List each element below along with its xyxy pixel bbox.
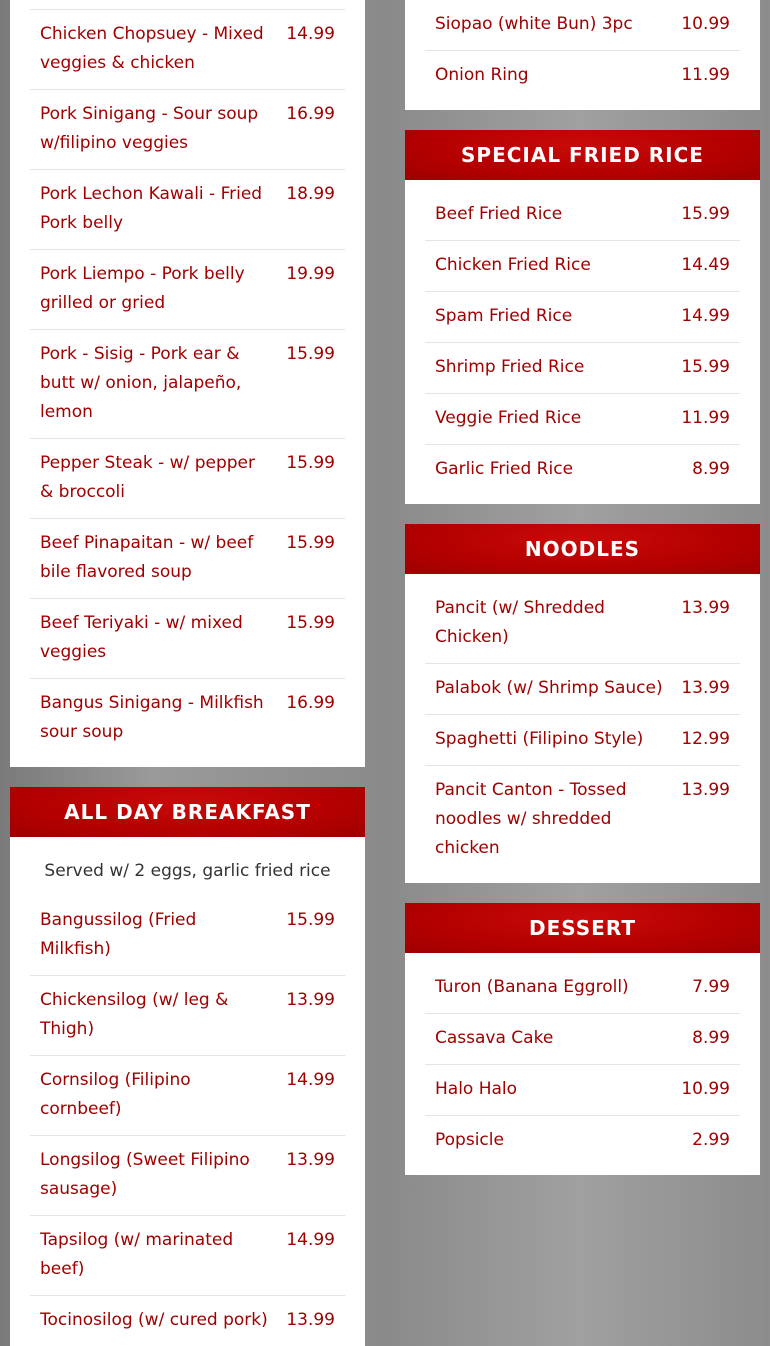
menu-item xyxy=(425,292,740,343)
item-name: Beef Pinapaitan - w/ beef bile flavored soup xyxy=(40,533,254,582)
menu-item xyxy=(30,1136,345,1216)
menu-item xyxy=(425,1116,740,1175)
item-price: 12.99 xyxy=(681,729,730,749)
menu-item xyxy=(425,584,740,664)
item-name: Pork Lechon Kawali - Fried Pork belly xyxy=(40,184,263,233)
item-name: Pancit (w/ Shredded Chicken) xyxy=(435,598,605,647)
appetizers-card xyxy=(405,0,760,110)
item-name: Spaghetti (Filipino Style) xyxy=(435,729,644,749)
item-price: 14.99 xyxy=(286,24,335,44)
item-name: Chicken Fried Rice xyxy=(435,255,591,275)
item-name: Cassava Cake xyxy=(435,1028,554,1048)
item-name: Pork - Sisig - Pork ear & butt w/ onion, jalapeño, lemon xyxy=(40,344,242,422)
left-menu-column xyxy=(10,0,365,1346)
item-name: Tocinosilog (w/ cured pork) xyxy=(40,1310,268,1330)
right-menu-column xyxy=(405,0,760,1175)
item-name: Tapsilog (w/ marinated beef) xyxy=(40,1230,234,1279)
menu-item xyxy=(30,599,345,679)
item-price: 11.99 xyxy=(681,65,730,85)
noodles-section-header: NOODLES xyxy=(405,524,760,574)
menu-item xyxy=(425,766,740,883)
item-price: 14.99 xyxy=(286,1230,335,1250)
item-price: 11.99 xyxy=(681,408,730,428)
dessert-section-header: DESSERT xyxy=(405,903,760,953)
item-price: 18.99 xyxy=(286,184,335,204)
noodles-card xyxy=(405,574,760,883)
item-name: Siopao (white Bun) 3pc xyxy=(435,14,633,34)
item-price: 15.99 xyxy=(681,357,730,377)
item-price: 13.99 xyxy=(286,990,335,1010)
menu-item xyxy=(30,439,345,519)
item-name: Popsicle xyxy=(435,1130,504,1150)
item-name: Beef Fried Rice xyxy=(435,204,563,224)
menu-item xyxy=(425,1014,740,1065)
item-name: Pork Sinigang - Sour soup w/filipino veggies xyxy=(40,104,259,153)
item-name: Pancit Canton - Tossed noodles w/ shredded chicken xyxy=(435,780,627,858)
fried-rice-card xyxy=(405,180,760,504)
breakfast-card xyxy=(10,837,365,1346)
menu-item xyxy=(30,1216,345,1296)
menu-item xyxy=(30,1056,345,1136)
item-price: 13.99 xyxy=(681,678,730,698)
breakfast-section-header: ALL DAY BREAKFAST xyxy=(10,787,365,837)
item-name: Shrimp Fried Rice xyxy=(435,357,585,377)
item-price: 10.99 xyxy=(681,14,730,34)
menu-item xyxy=(30,976,345,1056)
menu-item xyxy=(425,1065,740,1116)
entrees-card xyxy=(10,0,365,767)
menu-item xyxy=(425,445,740,504)
item-name: Chickensilog (w/ leg & Thigh) xyxy=(40,990,229,1039)
item-name: Onion Ring xyxy=(435,65,529,85)
menu-item xyxy=(30,170,345,250)
item-price: 13.99 xyxy=(681,598,730,618)
item-price: 8.99 xyxy=(692,459,730,479)
item-name: Pepper Steak - w/ pepper & broccoli xyxy=(40,453,255,502)
menu-item xyxy=(425,343,740,394)
menu-item xyxy=(30,330,345,439)
item-price: 14.99 xyxy=(286,1070,335,1090)
item-price: 15.99 xyxy=(286,344,335,364)
menu-item xyxy=(425,51,740,110)
fried-rice-section-header: SPECIAL FRIED RICE xyxy=(405,130,760,180)
menu-item xyxy=(425,715,740,766)
menu-item xyxy=(30,250,345,330)
item-name: Cornsilog (Filipino cornbeef) xyxy=(40,1070,191,1119)
menu-item xyxy=(425,0,740,51)
menu-item xyxy=(30,10,345,90)
menu-item xyxy=(425,241,740,292)
item-price: 13.99 xyxy=(286,1150,335,1170)
menu-item xyxy=(30,1296,345,1346)
item-name: Turon (Banana Eggroll) xyxy=(435,977,629,997)
item-name: Pork Liempo - Pork belly grilled or gried xyxy=(40,264,245,313)
item-price: 16.99 xyxy=(286,693,335,713)
menu-item xyxy=(425,394,740,445)
menu-item xyxy=(30,679,345,767)
item-name: Chicken Chopsuey - Mixed veggies & chicken xyxy=(40,24,264,73)
menu-item xyxy=(30,896,345,976)
item-name: Spam Fried Rice xyxy=(435,306,573,326)
item-name: Halo Halo xyxy=(435,1079,518,1099)
item-price: 15.99 xyxy=(681,204,730,224)
menu-item xyxy=(425,190,740,241)
item-price: 13.99 xyxy=(681,780,730,800)
item-price: 16.99 xyxy=(286,104,335,124)
menu-item xyxy=(30,90,345,170)
menu-item xyxy=(30,519,345,599)
item-price: 19.99 xyxy=(286,264,335,284)
item-price: 14.99 xyxy=(681,306,730,326)
item-price: 10.99 xyxy=(681,1079,730,1099)
item-price: 15.99 xyxy=(286,613,335,633)
breakfast-note: Served w/ 2 eggs, garlic fried rice xyxy=(44,861,331,881)
item-name: Garlic Fried Rice xyxy=(435,459,574,479)
item-name: Longsilog (Sweet Filipino sausage) xyxy=(40,1150,250,1199)
item-price: 15.99 xyxy=(286,453,335,473)
item-price: 8.99 xyxy=(692,1028,730,1048)
item-name: Bangussilog (Fried Milkfish) xyxy=(40,910,197,959)
item-name: Bangus Sinigang - Milkfish sour soup xyxy=(40,693,264,742)
item-price: 15.99 xyxy=(286,910,335,930)
menu-item xyxy=(425,664,740,715)
item-name: Veggie Fried Rice xyxy=(435,408,582,428)
dessert-card xyxy=(405,953,760,1175)
item-price: 2.99 xyxy=(692,1130,730,1150)
item-name: Beef Teriyaki - w/ mixed veggies xyxy=(40,613,243,662)
item-price: 14.49 xyxy=(681,255,730,275)
item-price: 7.99 xyxy=(692,977,730,997)
item-name: Palabok (w/ Shrimp Sauce) xyxy=(435,678,663,698)
item-price: 13.99 xyxy=(286,1310,335,1330)
menu-item xyxy=(425,963,740,1014)
item-price: 15.99 xyxy=(286,533,335,553)
menu-item xyxy=(30,0,345,10)
